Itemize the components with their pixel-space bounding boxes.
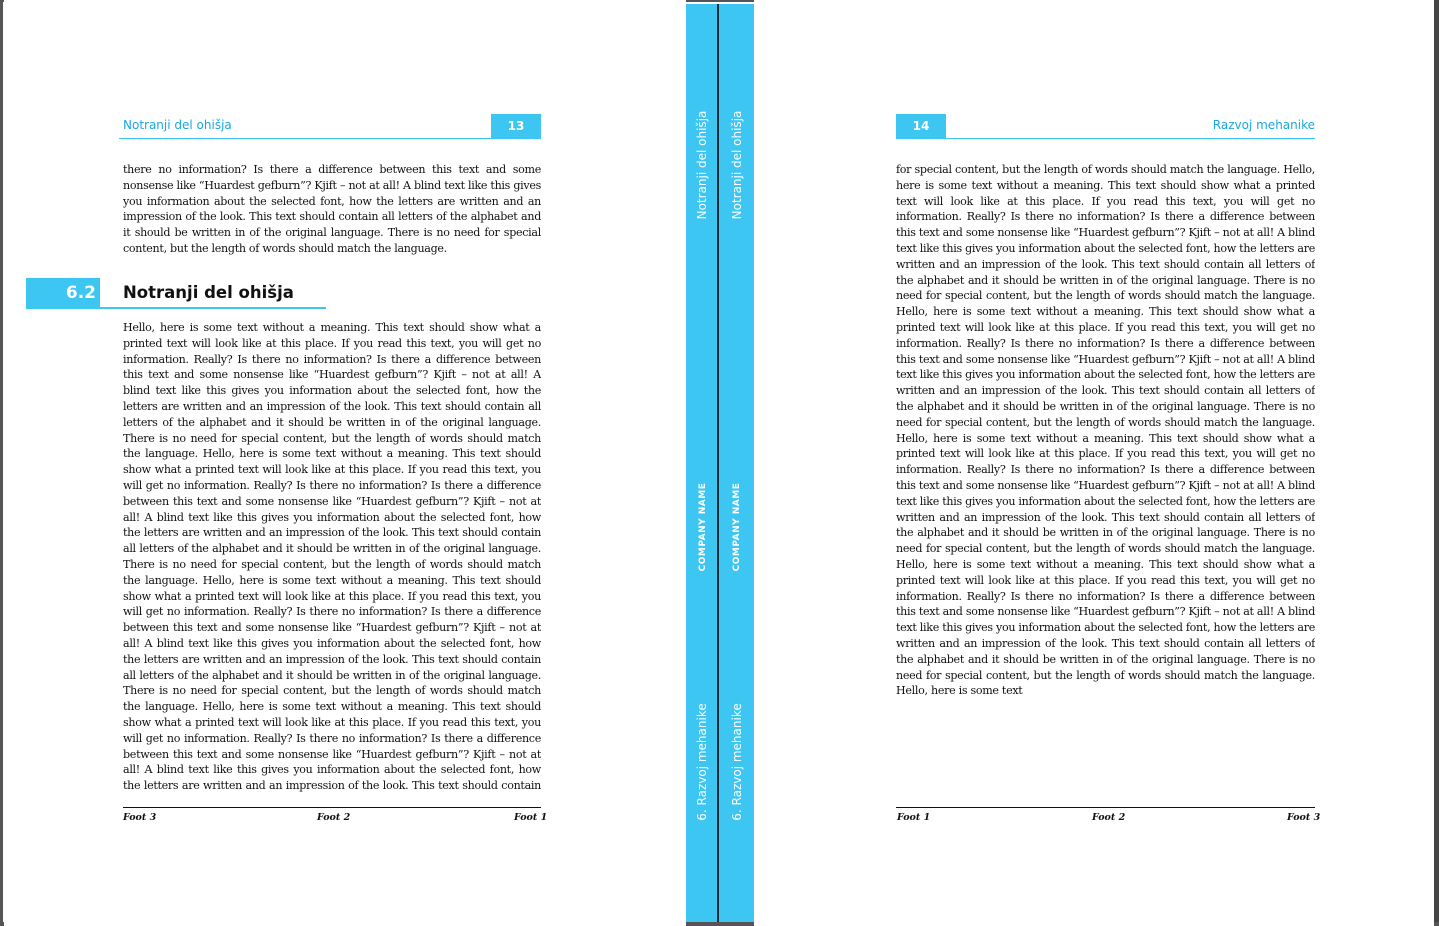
left-footer-3: Foot 1 [514, 812, 548, 823]
left-section-paragraph: Hello, here is some text without a meaning. This text should show what a printed text will look like at this place. If you read this text, you will get no information. Really? Is there no information? Is there a difference between this text and some nonsense like “Huardest gefburn”? Kjift – not at all! A blind text like this gives you information about the selected font, how the letters are written and an impression of the look. This text should contain all letters of the alphabet and it should be written in of the original language. There is no need for special content, but the length of words should match the language. Hello, here is some text without a meaning. This text should show what a printed text will look like at this place. If you read this text, you will get no information. Really? Is there no information? Is there a difference between this text and some nonsense like “Huardest gefburn”? Kjift – not at all! A blind text like this gives you information about the selected font, how the letters are written and an impression of the look. This text should contain all letters of the alphabet and it should be written in of the original language. There is no need for special content, but the length of words should match the language. Hello, here is some text without a meaning. This text should show what a printed text will look like at this place. If you read this text, you will get no information. Really? Is there no information? Is there a difference between this text and some nonsense like “Huardest gefburn”? Kjift – not at all! A blind text like this gives you information about the selected font, how the letters are written and an impression of the look. This text should contain all letters of the alphabet and it should be written in of the original language. There is no need for special content, but the length of words should match the language. Hello, here is some text without a meaning. This text should show what a printed text will look like at this place. If you read this text, you will get no information. Really? Is there no information? Is there a difference between this text and some nonsense like “Huardest gefburn”? Kjift – not at all! A blind text like this gives you information about the selected font, how the letters are written and an impression of the look. This text should contain [123, 321, 541, 793]
spine-chapter-left: 6. Razvoj mehanike [695, 703, 709, 821]
left-intro-paragraph: there no information? Is there a difference between this text and some nonsense like “Huardest gefburn”? Kjift – not at all! A blind text like this gives you information about the selected font, how the letters are written and an impression of the look. This text should contain all letters of the alphabet and it should be written in of the original language. There is no need for special content, but the length of words should match the language. [123, 163, 541, 255]
right-paragraph: for special content, but the length of words should match the language. Hello, here is some text without a meaning. This text should show what a printed text will look like at this place. If you read this text, you will get no information. Really? Is there no information? Is there a difference between this text and some nonsense like “Huardest gefburn”? Kjift – not at all! A blind text like this gives you information about the selected font, how the letters are written and an impression of the look. This text should contain all letters of the alphabet and it should be written in of the original language. There is no need for special content, but the length of words should match the language. Hello, here is some text without a meaning. This text should show what a printed text will look like at this place. If you read this text, you will get no information. Really? Is there no information? Is there a difference between this text and some nonsense like “Huardest gefburn”? Kjift – not at all! A blind text like this gives you information about the selected font, how the letters are written and an impression of the look. This text should contain all letters of the alphabet and it should be written in of the original language. There is no need for special content, but the length of words should match the language. Hello, here is some text without a meaning. This text should show what a printed text will look like at this place. If you read this text, you will get no information. Really? Is there no information? Is there a difference between this text and some nonsense like “Huardest gefburn”? Kjift – not at all! A blind text like this gives you information about the selected font, how the letters are written and an impression of the look. This text should contain all letters of the alphabet and it should be written in of the original language. There is no need for special content, but the length of words should match the language. Hello, here is some text without a meaning. This text should show what a printed text will look like at this place. If you read this text, you will get no information. Really? Is there no information? Is there a difference between this text and some nonsense like “Huardest gefburn”? Kjift – not at all! A blind text like this gives you information about the selected font, how the letters are written and an impression of the look. This text should contain all letters of the alphabet and it should be written in of the original language. There is no need for special content, but the length of words should match the language. Hello, here is some text [896, 163, 1315, 698]
spine-title-left: Notranji del ohišja [695, 110, 709, 220]
left-page-number: 13 [491, 114, 541, 138]
spine-company-right: COMPANY NAME [732, 482, 742, 572]
right-footer-rule [896, 807, 1315, 808]
left-section-text [123, 320, 541, 796]
spine-divider [717, 4, 719, 922]
right-page [754, 0, 1434, 926]
right-page-header [896, 114, 1315, 139]
left-page [4, 0, 686, 926]
right-footer-2: Foot 2 [1092, 812, 1126, 823]
left-footer-rule [123, 807, 541, 808]
right-body-text [896, 162, 1315, 796]
left-footer-2: Foot 2 [317, 812, 351, 823]
right-footer-3: Foot 3 [1287, 812, 1321, 823]
frame-right [1434, 0, 1439, 926]
right-header-title: Razvoj mehanike [1212, 118, 1315, 132]
left-page-header [119, 114, 541, 139]
left-intro-text [123, 162, 541, 257]
section-rule [100, 307, 326, 309]
right-footer-1: Foot 1 [897, 812, 931, 823]
left-footer-1: Foot 3 [123, 812, 157, 823]
left-header-title: Notranji del ohišja [123, 118, 232, 132]
section-number: 6.2 [26, 278, 100, 309]
section-title: Notranji del ohišja [123, 283, 294, 302]
frame-left [0, 0, 3, 926]
right-page-number: 14 [896, 114, 946, 138]
spine-chapter-right: 6. Razvoj mehanike [730, 703, 744, 821]
spine-company-left: COMPANY NAME [698, 482, 708, 572]
spine-title-right: Notranji del ohišja [730, 110, 744, 220]
